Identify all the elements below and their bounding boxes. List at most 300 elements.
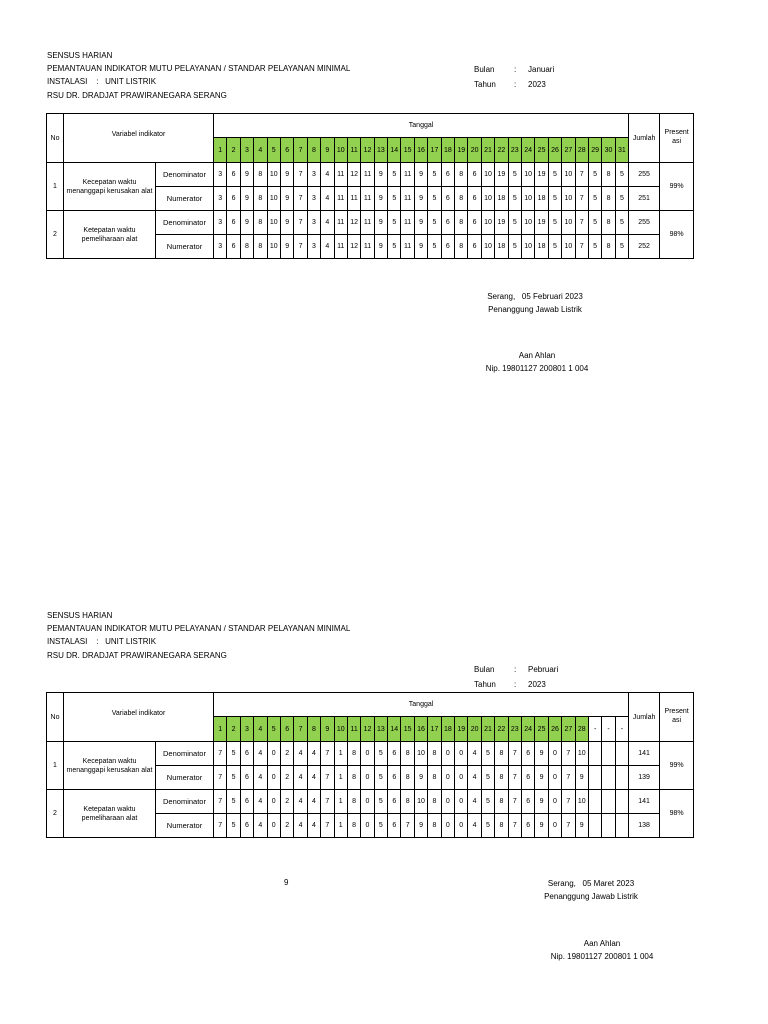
value-cell: 5 (508, 163, 521, 187)
value-cell: 8 (495, 814, 508, 838)
value-cell: 4 (468, 742, 481, 766)
sign-role: Penanggung Jawab Listrik (488, 305, 582, 314)
value-cell: 6 (227, 187, 240, 211)
value-cell: 11 (361, 235, 374, 259)
value-cell: 5 (548, 163, 561, 187)
value-cell: 6 (441, 211, 454, 235)
tahun-value: 2023 (528, 680, 546, 689)
value-cell: 5 (374, 766, 387, 790)
value-cell: 10 (521, 211, 534, 235)
day-header-cell: 9 (321, 138, 334, 163)
value-cell: 7 (214, 742, 227, 766)
value-cell: 8 (347, 790, 360, 814)
value-cell: 9 (414, 235, 427, 259)
value-cell: 8 (455, 235, 468, 259)
value-cell: 4 (321, 187, 334, 211)
value-cell: 5 (615, 187, 628, 211)
value-cell: 7 (214, 814, 227, 838)
value-cell: 8 (401, 742, 414, 766)
day-header-cell: 20 (468, 717, 481, 742)
day-header-cell: 21 (481, 138, 494, 163)
value-cell: 7 (562, 766, 575, 790)
value-cell: 19 (495, 211, 508, 235)
sign-place-date: Serang, 05 Maret 2023 (547, 879, 635, 888)
value-cell: 3 (307, 235, 320, 259)
indicator-no: 1 (47, 163, 64, 211)
table-row (47, 211, 694, 235)
period-info: Bulan : Pebruari Tahun : 2023 (474, 662, 558, 692)
value-cell: 10 (481, 235, 494, 259)
value-cell: 6 (441, 187, 454, 211)
day-header-cell: 30 (602, 138, 615, 163)
report-header (47, 49, 350, 102)
day-header-cell: 16 (414, 138, 427, 163)
day-header-cell: 4 (254, 717, 267, 742)
value-cell: 11 (401, 211, 414, 235)
value-cell: 6 (388, 742, 401, 766)
value-cell: 9 (280, 211, 293, 235)
day-header-cell: 22 (495, 138, 508, 163)
value-cell: 9 (240, 187, 253, 211)
value-cell: 11 (334, 211, 347, 235)
indicator-name: Ketepatan waktu pemeliharaan alat (64, 211, 156, 259)
value-cell: 9 (280, 235, 293, 259)
value-cell: 4 (321, 211, 334, 235)
day-header-cell: 21 (481, 717, 494, 742)
value-cell: 6 (240, 766, 253, 790)
value-cell: 5 (548, 187, 561, 211)
header-line-3: INSTALASI : UNIT LISTRIK (47, 637, 157, 647)
bulan-label: Bulan (474, 65, 495, 74)
row-total: 251 (629, 187, 660, 211)
value-cell: 8 (254, 235, 267, 259)
value-cell: 0 (548, 766, 561, 790)
day-header-cell: 19 (455, 138, 468, 163)
value-cell: 7 (562, 742, 575, 766)
value-cell: 4 (468, 790, 481, 814)
header-line-2: PEMANTAUAN INDIKATOR MUTU PELAYANAN / STANDAR PELAYANAN MINIMAL (47, 624, 351, 634)
day-header-cell: 1 (214, 717, 227, 742)
value-cell: 5 (374, 790, 387, 814)
day-header-cell: 20 (468, 138, 481, 163)
header-line-4: RSU DR. DRADJAT PRAWIRANEGARA SERANG (47, 90, 227, 100)
day-header-cell: 3 (240, 717, 253, 742)
value-cell: 11 (334, 163, 347, 187)
day-header-cell: 31 (615, 138, 628, 163)
value-cell: 10 (267, 187, 280, 211)
day-header-cell: 24 (521, 717, 534, 742)
row-label: Numerator (156, 235, 214, 259)
value-cell: 7 (294, 211, 307, 235)
row-total: 255 (629, 163, 660, 187)
value-cell: 5 (615, 163, 628, 187)
value-cell: 6 (521, 814, 534, 838)
value-cell: 11 (361, 187, 374, 211)
value-cell: 11 (334, 235, 347, 259)
value-cell: 7 (508, 814, 521, 838)
indicator-name: Kecepatan waktu menanggapi kerusakan alat (64, 742, 156, 790)
value-cell: 1 (334, 766, 347, 790)
value-cell: 6 (468, 235, 481, 259)
value-cell: 1 (334, 814, 347, 838)
day-header-cell: 24 (521, 138, 534, 163)
value-cell: 8 (602, 211, 615, 235)
value-cell: 0 (361, 814, 374, 838)
day-header-cell: 25 (535, 717, 548, 742)
value-cell: 0 (548, 790, 561, 814)
value-cell: 5 (388, 163, 401, 187)
day-header-cell: 14 (388, 717, 401, 742)
day-header-cell: 6 (280, 138, 293, 163)
value-cell: 7 (321, 742, 334, 766)
value-cell: 4 (321, 235, 334, 259)
value-cell: 10 (575, 742, 588, 766)
value-cell: 8 (495, 766, 508, 790)
day-header-cell: 26 (548, 138, 561, 163)
value-cell: 12 (347, 235, 360, 259)
value-cell: 7 (321, 814, 334, 838)
value-cell: 10 (562, 187, 575, 211)
day-header-cell: 26 (548, 717, 561, 742)
day-header-cell: 18 (441, 717, 454, 742)
value-cell: 1 (334, 742, 347, 766)
value-cell: 12 (347, 163, 360, 187)
table-row (47, 163, 694, 187)
day-header-cell: 10 (334, 717, 347, 742)
day-header-cell: - (602, 717, 615, 742)
value-cell: 10 (481, 163, 494, 187)
value-cell (588, 766, 601, 790)
tahun-label: Tahun (474, 680, 496, 689)
value-cell: 18 (495, 235, 508, 259)
value-cell: 10 (562, 163, 575, 187)
value-cell: 9 (374, 187, 387, 211)
value-cell: 2 (280, 742, 293, 766)
day-header-cell: 28 (575, 138, 588, 163)
day-header-cell: 2 (227, 138, 240, 163)
row-label: Denominator (156, 211, 214, 235)
row-label: Denominator (156, 163, 214, 187)
value-cell: 8 (428, 790, 441, 814)
value-cell: 0 (455, 766, 468, 790)
value-cell: 6 (240, 742, 253, 766)
value-cell: 5 (548, 211, 561, 235)
value-cell: 5 (615, 235, 628, 259)
value-cell: 6 (388, 766, 401, 790)
indicator-no: 2 (47, 790, 64, 838)
value-cell: 5 (227, 766, 240, 790)
signer-block (535, 937, 669, 963)
value-cell: 5 (227, 742, 240, 766)
value-cell: 9 (575, 766, 588, 790)
value-cell: 9 (535, 790, 548, 814)
tahun-value: 2023 (528, 80, 546, 89)
row-total: 138 (629, 814, 660, 838)
value-cell: 10 (267, 211, 280, 235)
table-row (47, 742, 694, 766)
value-cell: 5 (588, 163, 601, 187)
col-header-variabel: Variabel indikator (64, 114, 214, 163)
indicator-percent: 98% (660, 790, 694, 838)
header-line-4: RSU DR. DRADJAT PRAWIRANEGARA SERANG (47, 650, 227, 660)
day-header-cell: 7 (294, 138, 307, 163)
value-cell: 7 (575, 211, 588, 235)
value-cell: 3 (307, 211, 320, 235)
value-cell: 11 (334, 187, 347, 211)
value-cell: 10 (267, 235, 280, 259)
value-cell: 8 (602, 163, 615, 187)
day-header-cell: 29 (588, 138, 601, 163)
day-header-cell: 22 (495, 717, 508, 742)
col-header-jumlah: Jumlah (629, 693, 660, 742)
sensus-table (46, 113, 694, 259)
value-cell: 8 (455, 211, 468, 235)
value-cell: 5 (428, 163, 441, 187)
value-cell: 4 (468, 766, 481, 790)
value-cell: 3 (307, 163, 320, 187)
value-cell: 8 (347, 766, 360, 790)
day-header-cell: 25 (535, 138, 548, 163)
value-cell: 11 (347, 187, 360, 211)
value-cell: 5 (481, 742, 494, 766)
signature-block (470, 290, 600, 316)
value-cell: 7 (575, 163, 588, 187)
signer-nip: Nip. 19801127 200801 1 004 (550, 952, 654, 961)
value-cell (602, 766, 615, 790)
value-cell: 4 (307, 742, 320, 766)
value-cell: 8 (254, 187, 267, 211)
sensus-table (46, 692, 694, 838)
value-cell: 7 (575, 187, 588, 211)
value-cell: 8 (254, 211, 267, 235)
value-cell: 18 (495, 187, 508, 211)
bulan-label: Bulan (474, 665, 495, 674)
header-line-1: SENSUS HARIAN (47, 51, 113, 60)
value-cell: 4 (294, 742, 307, 766)
value-cell: 8 (602, 187, 615, 211)
day-header-cell: 13 (374, 717, 387, 742)
value-cell: 5 (588, 187, 601, 211)
value-cell: 4 (321, 163, 334, 187)
value-cell: 4 (254, 766, 267, 790)
signer-name: Aan Ahlan (583, 939, 621, 948)
value-cell: 0 (455, 790, 468, 814)
value-cell: 6 (521, 790, 534, 814)
value-cell: 7 (214, 766, 227, 790)
table-row (47, 790, 694, 814)
row-label: Numerator (156, 766, 214, 790)
value-cell: 10 (521, 163, 534, 187)
value-cell: 5 (388, 187, 401, 211)
value-cell: 11 (401, 235, 414, 259)
value-cell: 5 (548, 235, 561, 259)
value-cell: 2 (280, 814, 293, 838)
indicator-no: 1 (47, 742, 64, 790)
value-cell: 0 (455, 742, 468, 766)
value-cell: 6 (441, 163, 454, 187)
value-cell: 6 (521, 766, 534, 790)
value-cell: 7 (508, 766, 521, 790)
value-cell: 6 (227, 211, 240, 235)
day-header-cell: - (588, 717, 601, 742)
value-cell: 7 (508, 742, 521, 766)
row-total: 252 (629, 235, 660, 259)
value-cell: 4 (294, 766, 307, 790)
row-label: Numerator (156, 814, 214, 838)
bulan-value: Pebruari (528, 665, 559, 674)
value-cell: 10 (267, 163, 280, 187)
value-cell (602, 790, 615, 814)
day-header-cell: 17 (428, 138, 441, 163)
day-header-cell: - (615, 717, 628, 742)
value-cell: 9 (374, 211, 387, 235)
value-cell: 8 (495, 742, 508, 766)
value-cell: 0 (441, 790, 454, 814)
row-total: 255 (629, 211, 660, 235)
value-cell: 4 (294, 814, 307, 838)
value-cell: 11 (361, 163, 374, 187)
value-cell: 7 (321, 766, 334, 790)
value-cell: 5 (588, 211, 601, 235)
value-cell: 8 (455, 163, 468, 187)
col-header-variabel: Variabel indikator (64, 693, 214, 742)
value-cell: 7 (562, 790, 575, 814)
day-header-cell: 6 (280, 717, 293, 742)
col-header-no: No (47, 114, 64, 163)
day-header-cell: 10 (334, 138, 347, 163)
row-label: Denominator (156, 742, 214, 766)
header-row (47, 693, 694, 717)
value-cell: 2 (280, 766, 293, 790)
header-row (47, 114, 694, 138)
value-cell: 9 (374, 163, 387, 187)
value-cell: 9 (414, 766, 427, 790)
col-header-tanggal: Tanggal (214, 114, 629, 138)
value-cell: 3 (214, 163, 227, 187)
value-cell: 7 (294, 163, 307, 187)
value-cell: 6 (388, 814, 401, 838)
indicator-name: Kecepatan waktu menanggapi kerusakan alat (64, 163, 156, 211)
value-cell: 9 (535, 766, 548, 790)
report-header (47, 609, 350, 662)
value-cell: 6 (240, 790, 253, 814)
day-header-cell: 15 (401, 717, 414, 742)
value-cell: 7 (508, 790, 521, 814)
day-header-cell: 3 (240, 138, 253, 163)
header-line-2: PEMANTAUAN INDIKATOR MUTU PELAYANAN / STANDAR PELAYANAN MINIMAL (47, 64, 351, 74)
value-cell: 3 (214, 187, 227, 211)
value-cell: 0 (361, 742, 374, 766)
row-total: 139 (629, 766, 660, 790)
day-header-cell: 14 (388, 138, 401, 163)
value-cell: 5 (588, 235, 601, 259)
indicator-name: Ketepatan waktu pemeliharaan alat (64, 790, 156, 838)
value-cell: 7 (321, 790, 334, 814)
value-cell: 9 (240, 163, 253, 187)
value-cell: 4 (294, 790, 307, 814)
value-cell: 9 (535, 742, 548, 766)
value-cell: 18 (535, 235, 548, 259)
value-cell: 7 (214, 790, 227, 814)
value-cell: 7 (575, 235, 588, 259)
value-cell: 5 (508, 211, 521, 235)
value-cell: 8 (347, 742, 360, 766)
value-cell: 5 (227, 790, 240, 814)
value-cell: 0 (441, 766, 454, 790)
row-label: Numerator (156, 187, 214, 211)
value-cell: 1 (334, 790, 347, 814)
value-cell: 11 (401, 163, 414, 187)
value-cell: 5 (508, 187, 521, 211)
value-cell: 7 (294, 235, 307, 259)
value-cell: 9 (240, 211, 253, 235)
value-cell: 4 (307, 814, 320, 838)
value-cell: 6 (388, 790, 401, 814)
value-cell: 19 (535, 211, 548, 235)
value-cell: 8 (428, 766, 441, 790)
sign-role: Penanggung Jawab Listrik (544, 892, 638, 901)
value-cell: 0 (455, 814, 468, 838)
indicator-percent: 98% (660, 211, 694, 259)
value-cell: 19 (535, 163, 548, 187)
value-cell: 9 (414, 814, 427, 838)
value-cell: 11 (401, 187, 414, 211)
value-cell: 5 (388, 235, 401, 259)
day-header-cell: 15 (401, 138, 414, 163)
value-cell: 6 (468, 211, 481, 235)
value-cell: 9 (414, 163, 427, 187)
day-header-cell: 8 (307, 138, 320, 163)
value-cell: 8 (495, 790, 508, 814)
value-cell: 5 (481, 814, 494, 838)
tahun-label: Tahun (474, 80, 496, 89)
day-header-cell: 5 (267, 717, 280, 742)
value-cell: 10 (562, 211, 575, 235)
value-cell: 9 (280, 163, 293, 187)
day-header-cell: 17 (428, 717, 441, 742)
value-cell: 5 (428, 235, 441, 259)
value-cell: 4 (254, 814, 267, 838)
col-header-no: No (47, 693, 64, 742)
value-cell (602, 814, 615, 838)
value-cell: 9 (374, 235, 387, 259)
day-header-cell: 11 (347, 717, 360, 742)
header-line-3: INSTALASI : UNIT LISTRIK (47, 77, 157, 87)
signer-name: Aan Ahlan (518, 351, 556, 360)
value-cell: 5 (615, 211, 628, 235)
page-number: 9 (284, 878, 289, 887)
value-cell: 8 (428, 814, 441, 838)
value-cell: 12 (347, 211, 360, 235)
value-cell: 5 (374, 814, 387, 838)
value-cell: 0 (267, 742, 280, 766)
value-cell: 4 (254, 742, 267, 766)
day-header-cell: 13 (374, 138, 387, 163)
indicator-percent: 99% (660, 742, 694, 790)
col-header-tanggal: Tanggal (214, 693, 629, 717)
value-cell: 5 (428, 211, 441, 235)
value-cell: 10 (575, 790, 588, 814)
value-cell: 4 (468, 814, 481, 838)
signer-block (470, 349, 604, 375)
value-cell: 6 (240, 814, 253, 838)
value-cell: 9 (575, 814, 588, 838)
value-cell: 5 (481, 790, 494, 814)
day-header-cell: 9 (321, 717, 334, 742)
value-cell: 5 (388, 211, 401, 235)
value-cell: 0 (441, 742, 454, 766)
value-cell: 11 (361, 211, 374, 235)
